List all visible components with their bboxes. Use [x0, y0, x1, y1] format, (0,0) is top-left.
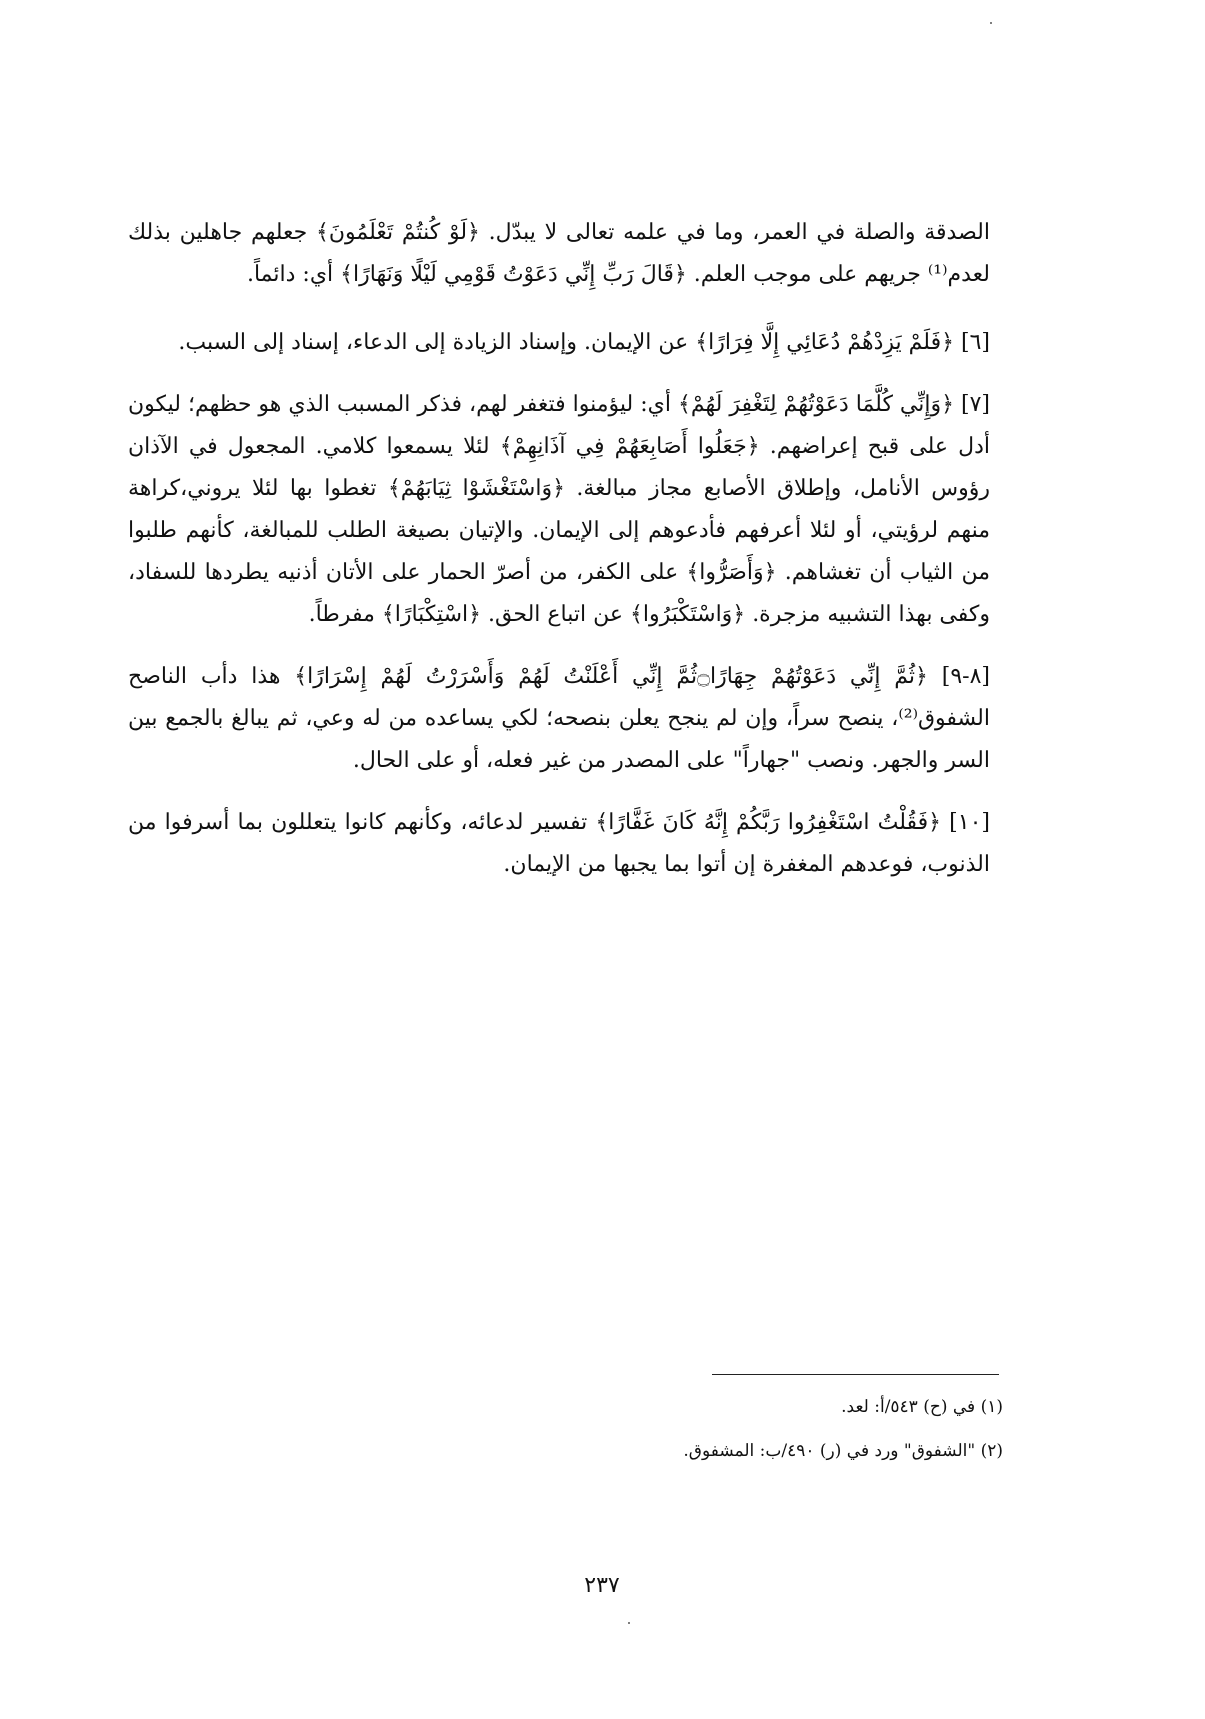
paragraph-verse-10: [١٠] ﴿فَقُلْتُ اسْتَغْفِرُوا رَبَّكُمْ إِنَّهُ كَانَ غَفَّارًا﴾ تفسير لدعائه، وكأنهم كانوا يتعللون بما أسرفوا من الذنوب، فوعدهم المغفرة إن أتوا بما يجبها من الإيمان. [128, 810, 990, 877]
footnote-1: (١) في (ح) ٥٤٣/أ: لعد. [841, 1397, 1003, 1417]
footnote-separator [712, 1374, 999, 1375]
scan-speck [628, 1622, 630, 1624]
paragraph-verse-6: [٦] ﴿فَلَمْ يَزِدْهُمْ دُعَائِي إِلَّا فِرَارًا﴾ عن الإيمان. وإسناد الزيادة إلى الدعاء، إسناد إلى السبب. [178, 330, 990, 355]
paragraph-verse-8-9: [٨-٩] ﴿ثُمَّ إِنِّي دَعَوْتُهُمْ جِهَارًا۝ثُمَّ إِنِّي أَعْلَنْتُ لَهُمْ وَأَسْرَرْتُ لَهُمْ إِسْرَارًا﴾ هذا دأب الناصح الشفوق⁽²⁾، ينصح سراً، وإن لم ينجح يعلن بنصحه؛ لكي يساعده من له وعي، ثم يبالغ بالجمع بين السر والجهر. ونصب "جهاراً" على المصدر من غير فعله، أو على الحال. [128, 664, 990, 773]
footnotes [500, 1392, 1003, 1480]
page-number: ٢٣٧ [584, 1573, 620, 1598]
footnote-2: (٢) "الشفوق" ورد في (ر) ٤٩٠/ب: المشفوق. [683, 1441, 1003, 1461]
paragraph-verse-7: [٧] ﴿وَإِنِّي كُلَّمَا دَعَوْتُهُمْ لِتَغْفِرَ لَهُمْ﴾ أي: ليؤمنوا فتغفر لهم، فذكر المسبب الذي هو حظهم؛ ليكون أدل على قبح إعراضهم. ﴿جَعَلُوا أَصَابِعَهُمْ فِي آذَانِهِمْ﴾ لئلا يسمعوا كلامي. المجعول في الآذان رؤوس الأنامل، وإطلاق الأصابع مجاز مبالغة. ﴿وَاسْتَغْشَوْا ثِيَابَهُمْ﴾ تغطوا بها لئلا يروني،كراهة منهم لرؤيتي، أو لئلا أعرفهم فأدعوهم إلى الإيمان. والإتيان بصيغة الطلب للمبالغة، كأنهم طلبوا من الثياب أن تغشاهم. ﴿وَأَصَرُّوا﴾ على الكفر، من أصرّ الحمار على الأتان أذنيه يطردها للسفاد، وكفى بهذا التشبيه مزجرة. ﴿وَاسْتَكْبَرُوا﴾ عن اتباع الحق. ﴿اسْتِكْبَارًا﴾ مفرطاً. [128, 392, 991, 627]
main-text [128, 212, 990, 906]
scan-speck [990, 22, 992, 24]
paragraph-1: الصدقة والصلة في العمر، وما في علمه تعالى لا يبدّل. ﴿لَوْ كُنتُمْ تَعْلَمُونَ﴾ جعلهم جاهلين بذلك لعدم⁽¹⁾ جريهم على موجب العلم. ﴿قَالَ رَبِّ إِنِّي دَعَوْتُ قَوْمِي لَيْلًا وَنَهَارًا﴾ أي: دائماً. [128, 220, 990, 287]
